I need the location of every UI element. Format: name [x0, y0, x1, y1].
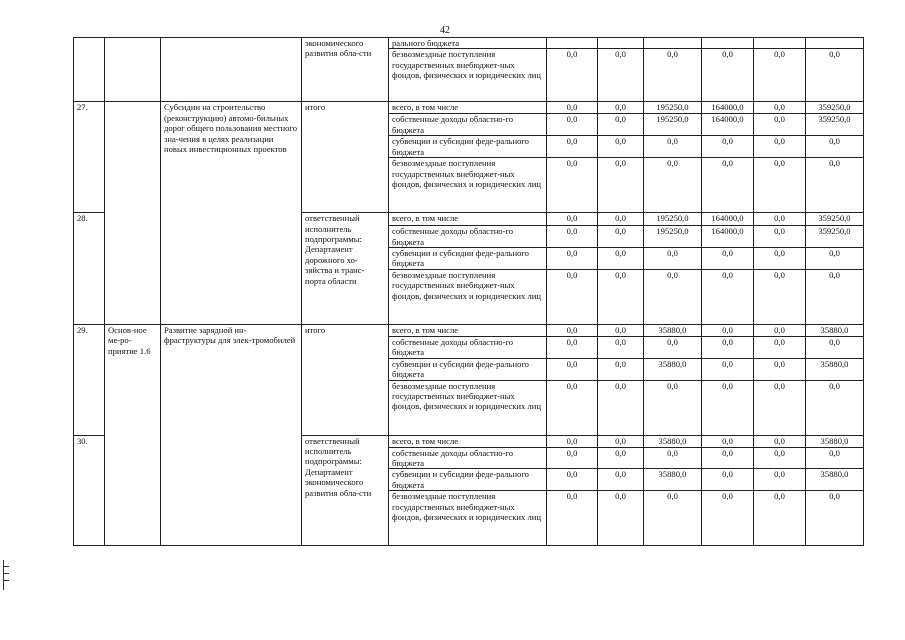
value-cell: 0,0: [754, 248, 806, 270]
value-cell: 0,0: [598, 136, 644, 158]
value-cell: 0,0: [754, 136, 806, 158]
value-cell: 35880,0: [806, 469, 864, 491]
funding-source: безвозмездные поступления государственных внебюджет-ных фондов, физических и юридических лиц: [389, 270, 547, 325]
table-row: [74, 213, 864, 226]
funding-source: всего, в том числе: [389, 213, 547, 226]
value-cell: 0,0: [806, 248, 864, 270]
value-cell: 0,0: [547, 270, 598, 325]
value-cell: 0,0: [754, 435, 806, 447]
value-cell: 0,0: [754, 358, 806, 380]
value-cell: 35880,0: [644, 358, 702, 380]
value-cell: 0,0: [702, 380, 754, 435]
value-cell: 0,0: [754, 491, 806, 546]
value-cell: 164000,0: [702, 213, 754, 226]
value-cell: 0,0: [598, 358, 644, 380]
activity-cell: [105, 38, 161, 102]
row-number: 29.: [74, 325, 105, 436]
value-cell: [702, 38, 754, 49]
value-cell: 0,0: [806, 49, 864, 102]
funding-source: субвенции и субсидии феде-рального бюджета: [389, 358, 547, 380]
value-cell: 0,0: [598, 491, 644, 546]
value-cell: 0,0: [806, 337, 864, 359]
executor-cell: ответственный исполнитель подпрограммы: Департамент дорожного хо-зяйства и транс-порта области: [302, 213, 389, 325]
value-cell: 0,0: [598, 270, 644, 325]
value-cell: 0,0: [702, 270, 754, 325]
value-cell: 0,0: [644, 49, 702, 102]
margin-mark: [3, 560, 9, 590]
value-cell: 0,0: [598, 325, 644, 337]
funding-source: собственные доходы областно-го бюджета: [389, 337, 547, 359]
value-cell: 0,0: [547, 213, 598, 226]
measure-name: [161, 38, 302, 102]
value-cell: 0,0: [806, 136, 864, 158]
measure-name: [161, 213, 302, 325]
value-cell: 0,0: [806, 447, 864, 469]
value-cell: 0,0: [547, 447, 598, 469]
value-cell: 359250,0: [806, 226, 864, 248]
value-cell: [754, 38, 806, 49]
value-cell: 195250,0: [644, 226, 702, 248]
value-cell: 0,0: [644, 136, 702, 158]
value-cell: 0,0: [547, 491, 598, 546]
value-cell: 0,0: [806, 491, 864, 546]
value-cell: 0,0: [598, 213, 644, 226]
budget-table: [73, 37, 864, 546]
value-cell: 0,0: [547, 358, 598, 380]
value-cell: 0,0: [547, 158, 598, 213]
value-cell: [547, 38, 598, 49]
value-cell: 0,0: [754, 49, 806, 102]
funding-source: субвенции и субсидии феде-рального бюджета: [389, 136, 547, 158]
value-cell: [806, 38, 864, 49]
value-cell: [644, 38, 702, 49]
row-number: 28.: [74, 213, 105, 325]
value-cell: 0,0: [598, 49, 644, 102]
value-cell: 0,0: [547, 435, 598, 447]
value-cell: 0,0: [754, 158, 806, 213]
executor-cell: ответственный исполнитель подпрограммы: Департамент экономического развития обла-сти: [302, 435, 389, 546]
value-cell: 359250,0: [806, 114, 864, 136]
value-cell: 0,0: [547, 248, 598, 270]
value-cell: 35880,0: [806, 435, 864, 447]
value-cell: 0,0: [547, 136, 598, 158]
value-cell: 0,0: [547, 114, 598, 136]
value-cell: 0,0: [702, 435, 754, 447]
funding-source: безвозмездные поступления государственных внебюджет-ных фондов, физических и юридических лиц: [389, 491, 547, 546]
value-cell: 0,0: [806, 158, 864, 213]
value-cell: 0,0: [598, 435, 644, 447]
value-cell: 0,0: [754, 469, 806, 491]
value-cell: 0,0: [547, 337, 598, 359]
value-cell: 164000,0: [702, 226, 754, 248]
value-cell: 195250,0: [644, 114, 702, 136]
table-row: [74, 102, 864, 114]
measure-name: [161, 435, 302, 546]
value-cell: 35880,0: [806, 358, 864, 380]
value-cell: 0,0: [644, 337, 702, 359]
value-cell: 0,0: [598, 226, 644, 248]
value-cell: 35880,0: [644, 435, 702, 447]
value-cell: 0,0: [598, 114, 644, 136]
value-cell: 0,0: [598, 337, 644, 359]
value-cell: 0,0: [598, 469, 644, 491]
funding-source: субвенции и субсидии феде-рального бюджета: [389, 248, 547, 270]
value-cell: 0,0: [754, 447, 806, 469]
funding-source: всего, в том числе: [389, 102, 547, 114]
table-row: [74, 435, 864, 447]
value-cell: 35880,0: [644, 325, 702, 337]
measure-name: Развитие зарядной ин-фраструктуры для элек-тромобилей: [161, 325, 302, 436]
value-cell: 0,0: [702, 337, 754, 359]
value-cell: 0,0: [754, 213, 806, 226]
value-cell: 0,0: [754, 114, 806, 136]
measure-name: Субсидии на строительство (реконструкцию) автомо-бильных дорог общего пользования местного зна-чения в целях реализации новых инвестиционных проектов: [161, 102, 302, 213]
value-cell: 0,0: [644, 270, 702, 325]
value-cell: 359250,0: [806, 213, 864, 226]
page-number: 42: [440, 25, 450, 36]
value-cell: 35880,0: [806, 325, 864, 337]
value-cell: 0,0: [754, 337, 806, 359]
value-cell: 0,0: [702, 491, 754, 546]
row-number: [74, 38, 105, 102]
activity-cell: [105, 102, 161, 213]
value-cell: 0,0: [806, 270, 864, 325]
executor-cell: экономического развития обла-сти: [302, 38, 389, 102]
table-row: [74, 325, 864, 337]
activity-cell: [105, 213, 161, 325]
value-cell: 0,0: [702, 136, 754, 158]
activity-cell: Основ-ное ме-ро-приятие 1.6: [105, 325, 161, 436]
value-cell: 0,0: [644, 491, 702, 546]
value-cell: 0,0: [547, 325, 598, 337]
row-number: 27.: [74, 102, 105, 213]
value-cell: 0,0: [644, 380, 702, 435]
value-cell: 0,0: [702, 248, 754, 270]
value-cell: 0,0: [702, 358, 754, 380]
value-cell: 0,0: [547, 469, 598, 491]
value-cell: 0,0: [702, 49, 754, 102]
value-cell: 0,0: [702, 447, 754, 469]
funding-source: рального бюджета: [389, 38, 547, 49]
value-cell: 0,0: [598, 447, 644, 469]
funding-source: субвенции и субсидии феде-рального бюджета: [389, 469, 547, 491]
value-cell: 0,0: [754, 380, 806, 435]
value-cell: 35880,0: [644, 469, 702, 491]
value-cell: 359250,0: [806, 102, 864, 114]
funding-source: всего, в том числе: [389, 325, 547, 337]
funding-source: безвозмездные поступления государственных внебюджет-ных фондов, физических и юридических лиц: [389, 380, 547, 435]
value-cell: 0,0: [598, 158, 644, 213]
value-cell: 0,0: [547, 226, 598, 248]
funding-source: безвозмездные поступления государственных внебюджет-ных фондов, физических и юридических лиц: [389, 158, 547, 213]
value-cell: 0,0: [702, 325, 754, 337]
value-cell: 0,0: [754, 226, 806, 248]
value-cell: 0,0: [754, 270, 806, 325]
funding-source: безвозмездные поступления государственных внебюджет-ных фондов, физических и юридических лиц: [389, 49, 547, 102]
value-cell: 0,0: [754, 325, 806, 337]
value-cell: 164000,0: [702, 102, 754, 114]
executor-cell: итого: [302, 325, 389, 436]
value-cell: 0,0: [754, 102, 806, 114]
row-number: 30.: [74, 435, 105, 546]
value-cell: 0,0: [547, 102, 598, 114]
value-cell: 0,0: [702, 158, 754, 213]
value-cell: 0,0: [547, 49, 598, 102]
funding-source: всего, в том числе: [389, 435, 547, 447]
value-cell: 0,0: [598, 102, 644, 114]
executor-cell: итого: [302, 102, 389, 213]
value-cell: 195250,0: [644, 102, 702, 114]
funding-source: собственные доходы областно-го бюджета: [389, 226, 547, 248]
value-cell: 0,0: [598, 380, 644, 435]
value-cell: 0,0: [547, 380, 598, 435]
value-cell: 0,0: [806, 380, 864, 435]
value-cell: 164000,0: [702, 114, 754, 136]
value-cell: 0,0: [644, 158, 702, 213]
value-cell: 0,0: [702, 469, 754, 491]
table-row: [74, 38, 864, 49]
value-cell: [598, 38, 644, 49]
funding-source: собственные доходы областно-го бюджета: [389, 114, 547, 136]
funding-source: собственные доходы областно-го бюджета: [389, 447, 547, 469]
value-cell: 0,0: [644, 248, 702, 270]
value-cell: 0,0: [598, 248, 644, 270]
value-cell: 195250,0: [644, 213, 702, 226]
activity-cell: [105, 435, 161, 546]
value-cell: 0,0: [644, 447, 702, 469]
